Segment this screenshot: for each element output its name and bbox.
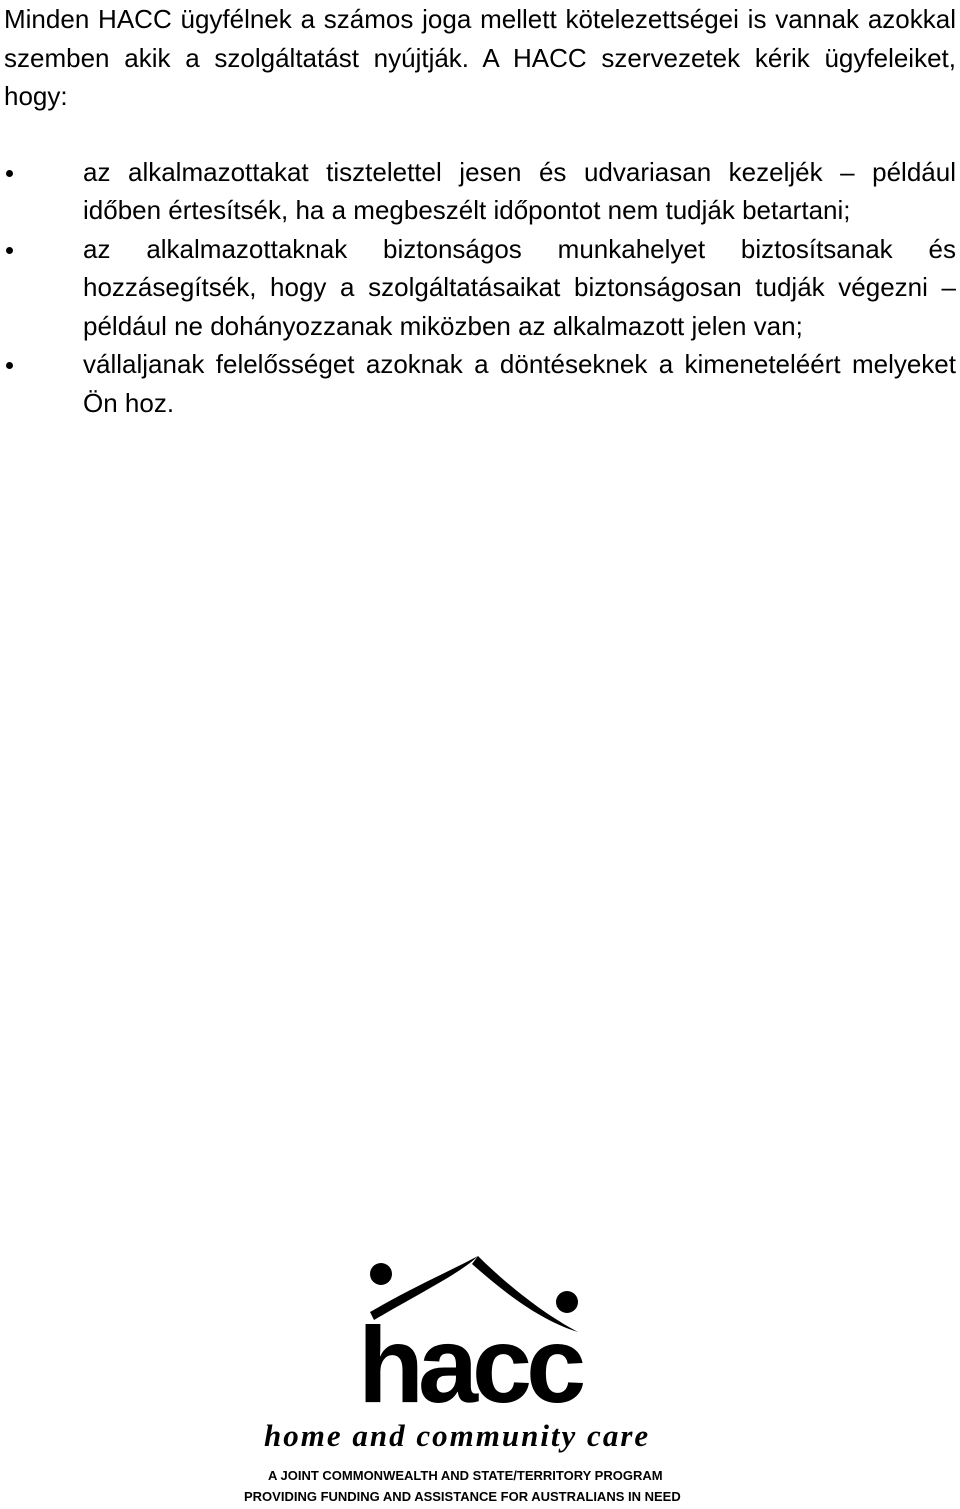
list-item-text: vállaljanak felelősséget azoknak a döntéseknek a kimeneteléért melyeket Ön hoz. [83,349,956,418]
logo-program-line-2: PROVIDING FUNDING AND ASSISTANCE FOR AUSTRALIANS IN NEED [244,1489,681,1504]
hacc-logo-graphic [240,1250,730,1505]
list-item-text: az alkalmazottaknak biztonságos munkahelyet biztosítsanak és hozzásegítsék, hogy a szolgáltatásaikat biztonságosan tudják végezni – például ne dohányozzanak miközben az alkalmazott jelen van; [83,233,956,341]
logo-program-line-1: A JOINT COMMONWEALTH AND STATE/TERRITORY PROGRAM [268,1468,663,1483]
hacc-logo [240,1250,730,1505]
bullet-icon [6,170,13,177]
list-item [4,230,956,346]
list-item-text: az alkalmazottakat tisztelettel jesen és udvariasan kezeljék – például időben értesítsék, ha a megbeszélt időpontot nem tudják betartani; [83,156,956,225]
obligations-list [4,153,956,423]
bullet-icon [6,362,13,369]
intro-paragraph: Minden HACC ügyfélnek a számos joga mellett kötelezettségei is vannak azokkal szemben akik a szolgáltatást nyújtják. A HACC szervezetek kérik ügyfeleiket, hogy: [4,4,956,111]
list-item [4,345,956,422]
list-item [4,153,956,230]
logo-wordmark: hacc [358,1304,581,1425]
bullet-icon [6,247,13,254]
document-body [4,0,956,422]
logo-tagline: home and community care [264,1418,651,1453]
